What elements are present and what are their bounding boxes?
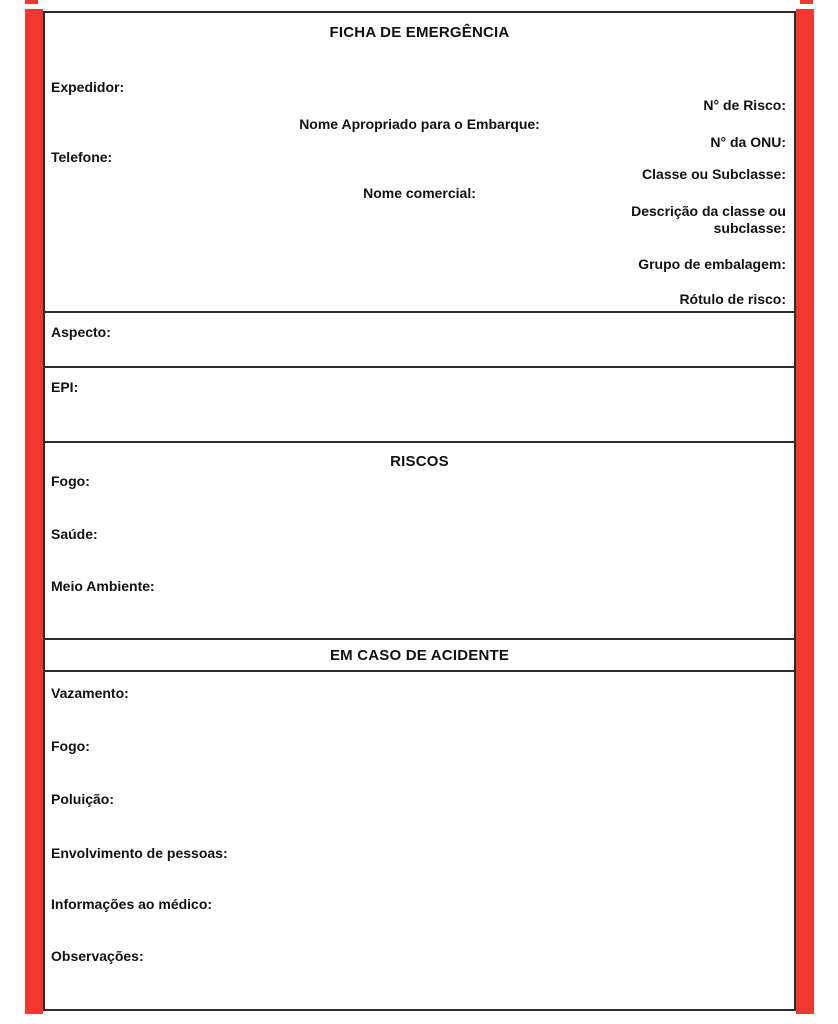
label-riscos-meio-ambiente: Meio Ambiente: xyxy=(51,578,155,594)
form-title: FICHA DE EMERGÊNCIA xyxy=(329,24,510,41)
label-expedidor: Expedidor: xyxy=(51,79,125,95)
label-telefone: Telefone: xyxy=(51,149,113,165)
label-descricao-da-classe: Descrição da classe ou subclasse: xyxy=(631,203,786,236)
label-numero-da-onu: N° da ONU: xyxy=(710,134,786,150)
label-grupo-de-embalagem: Grupo de embalagem: xyxy=(638,256,786,272)
label-classe-ou-subclasse: Classe ou Subclasse: xyxy=(642,166,786,182)
section-shipment-info xyxy=(45,13,794,313)
label-informacoes-ao-medico: Informações ao médico: xyxy=(51,896,213,912)
label-epi: EPI: xyxy=(51,379,79,395)
label-nome-apropriado-embarque: Nome Apropriado para o Embarque: xyxy=(299,116,540,132)
section-epi xyxy=(45,368,794,443)
red-stripe-right xyxy=(796,9,814,1014)
label-numero-de-risco: N° de Risco: xyxy=(703,97,786,113)
label-poluicao: Poluição: xyxy=(51,791,115,807)
label-envolvimento-de-pessoas: Envolvimento de pessoas: xyxy=(51,845,228,861)
label-observacoes: Observações: xyxy=(51,948,144,964)
red-stripe-remnant-top-right xyxy=(800,0,813,4)
label-aspecto: Aspecto: xyxy=(51,324,111,340)
emergency-form xyxy=(43,11,796,1011)
label-acidente-fogo: Fogo: xyxy=(51,738,90,754)
label-vazamento: Vazamento: xyxy=(51,685,129,701)
label-riscos-saude: Saúde: xyxy=(51,526,98,542)
riscos-title: RISCOS xyxy=(390,453,449,470)
label-riscos-fogo: Fogo: xyxy=(51,473,90,489)
label-rotulo-de-risco: Rótulo de risco: xyxy=(679,291,786,307)
label-nome-comercial: Nome comercial: xyxy=(363,185,476,201)
section-acidente xyxy=(45,672,794,1009)
section-aspecto xyxy=(45,313,794,368)
section-acidente-header xyxy=(45,640,794,672)
acidente-title: EM CASO DE ACIDENTE xyxy=(329,647,510,664)
section-riscos xyxy=(45,443,794,640)
red-stripe-left xyxy=(25,9,43,1014)
red-stripe-remnant-top-left xyxy=(25,0,38,4)
